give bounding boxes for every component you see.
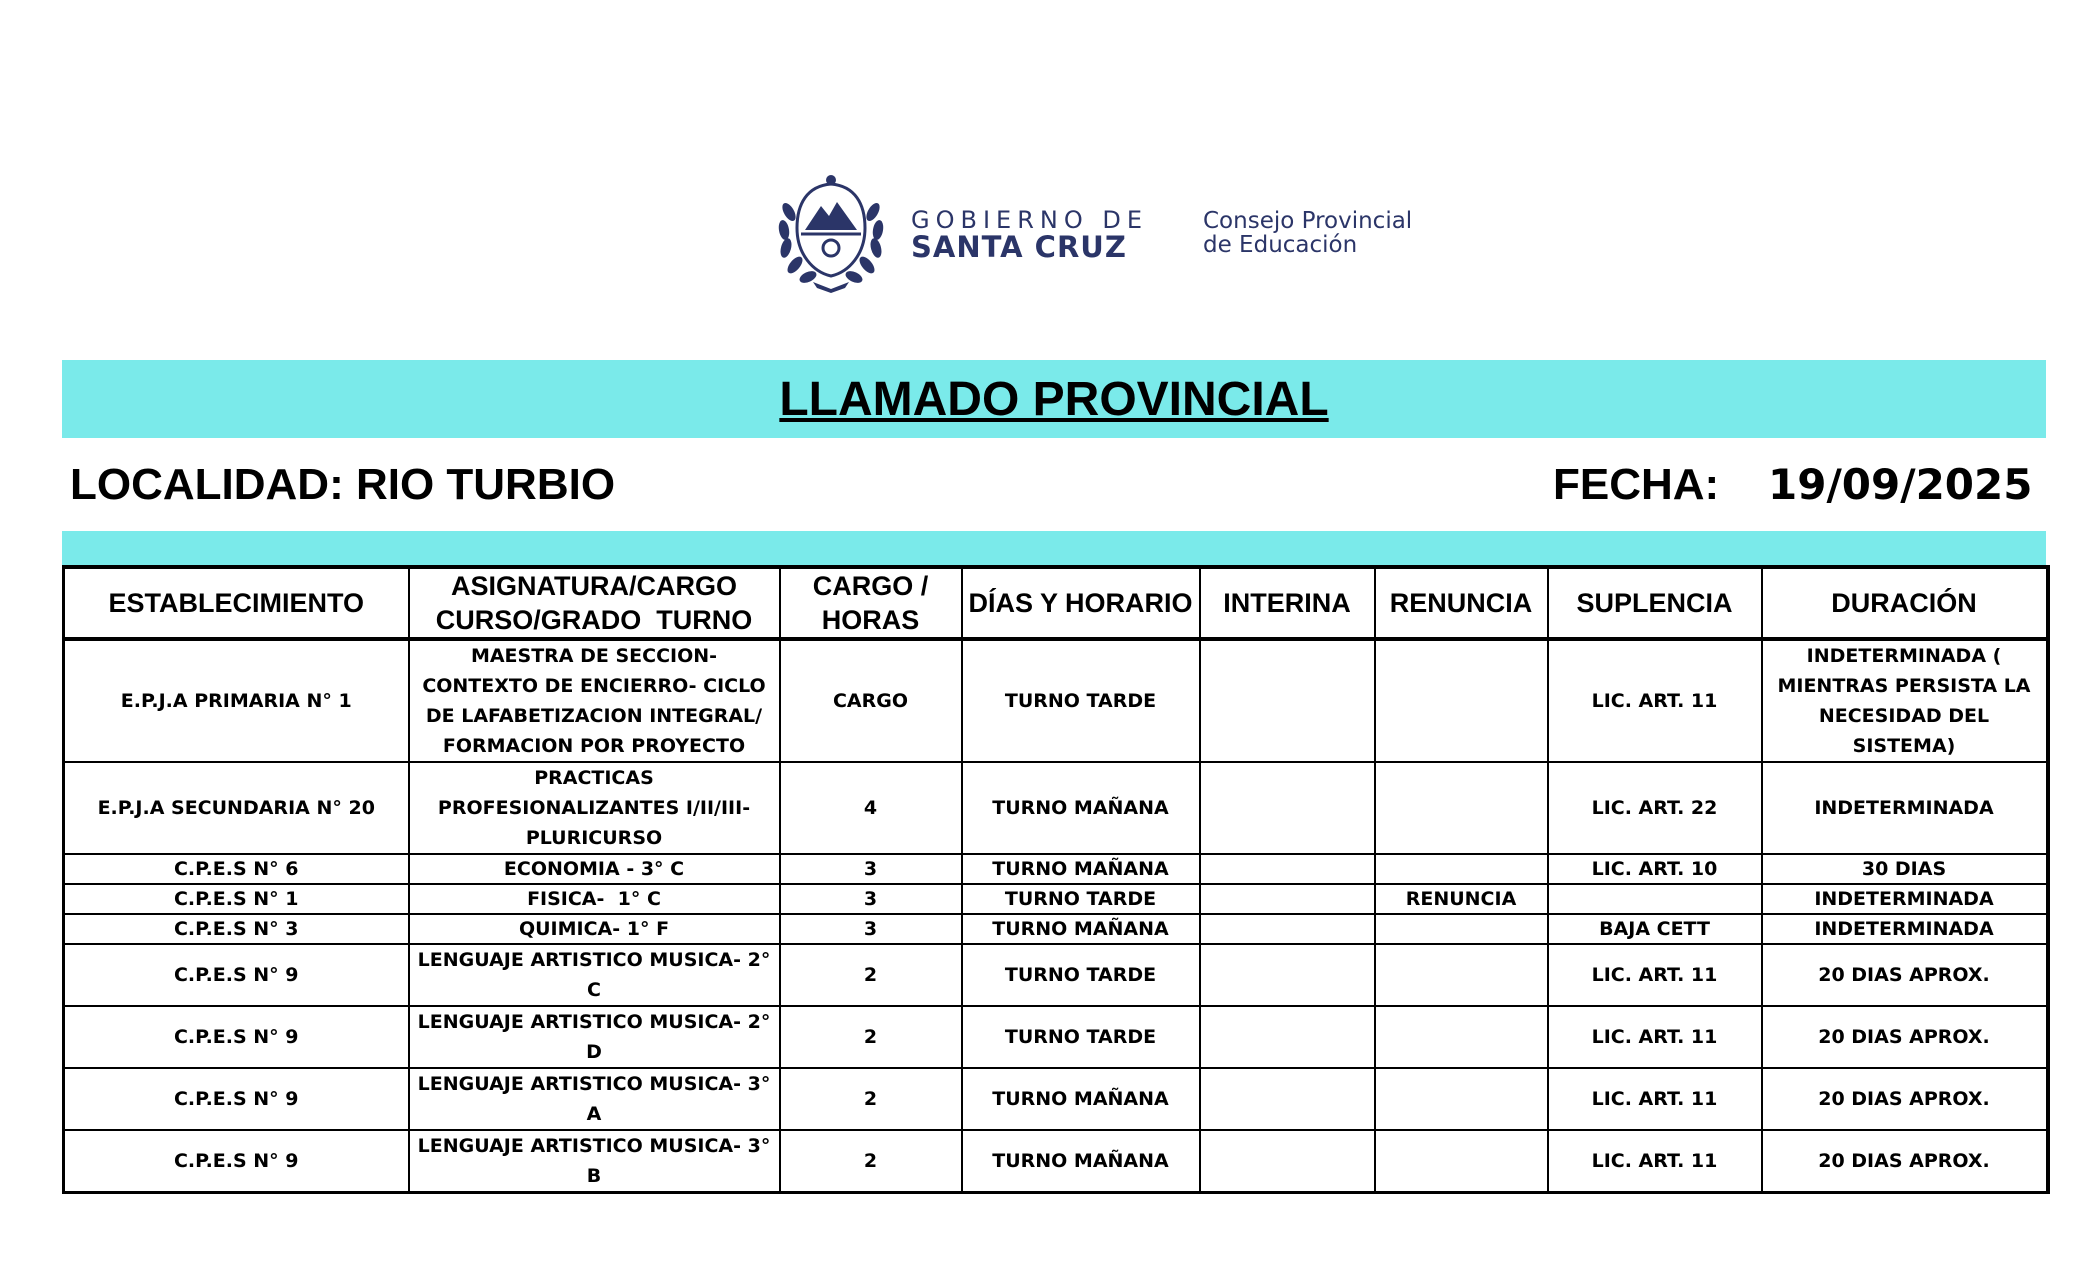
cell-establecimiento: E.P.J.A SECUNDARIA N° 20 xyxy=(64,762,409,854)
cell-interina xyxy=(1200,914,1375,944)
cell-cargo: 3 xyxy=(780,914,962,944)
cell-suplencia: LIC. ART. 11 xyxy=(1548,944,1762,1006)
col-header-cargo-line1: CARGO / xyxy=(812,571,929,601)
cell-interina xyxy=(1200,639,1375,762)
cell-interina xyxy=(1200,1006,1375,1068)
cell-duracion: 30 DIAS xyxy=(1762,854,2048,884)
cell-dias: TURNO MAÑANA xyxy=(962,1068,1200,1130)
cell-establecimiento: C.P.E.S N° 9 xyxy=(64,944,409,1006)
separator-band xyxy=(62,531,2046,565)
cell-renuncia xyxy=(1375,762,1548,854)
vacancies-table xyxy=(62,565,2050,1194)
cell-renuncia xyxy=(1375,1130,1548,1193)
col-header-establecimiento: ESTABLECIMIENTO xyxy=(64,567,409,639)
cell-establecimiento: C.P.E.S N° 9 xyxy=(64,1068,409,1130)
table-row xyxy=(64,1068,2048,1130)
col-header-asignatura-line1: ASIGNATURA/CARGO xyxy=(451,571,737,601)
cell-cargo: CARGO xyxy=(780,639,962,762)
cell-dias: TURNO TARDE xyxy=(962,639,1200,762)
cell-cargo: 4 xyxy=(780,762,962,854)
cell-duracion: 20 DIAS APROX. xyxy=(1762,1006,2048,1068)
col-header-cargo xyxy=(780,567,962,639)
cell-cargo: 2 xyxy=(780,944,962,1006)
cell-dias: TURNO MAÑANA xyxy=(962,914,1200,944)
cell-renuncia xyxy=(1375,944,1548,1006)
cell-suplencia: LIC. ART. 11 xyxy=(1548,1068,1762,1130)
table-row xyxy=(64,1130,2048,1193)
cell-cargo: 2 xyxy=(780,1130,962,1193)
cell-establecimiento: C.P.E.S N° 1 xyxy=(64,884,409,914)
cell-duracion: 20 DIAS APROX. xyxy=(1762,944,2048,1006)
col-header-suplencia: SUPLENCIA xyxy=(1548,567,1762,639)
cell-asignatura: LENGUAJE ARTISTICO MUSICA- 3° B xyxy=(409,1130,780,1193)
col-header-dias: DÍAS Y HORARIO xyxy=(962,567,1200,639)
cell-establecimiento: E.P.J.A PRIMARIA N° 1 xyxy=(64,639,409,762)
fecha-label: FECHA: xyxy=(1553,460,1720,509)
cell-suplencia: BAJA CETT xyxy=(1548,914,1762,944)
cell-suplencia: LIC. ART. 10 xyxy=(1548,854,1762,884)
cell-asignatura: FISICA- 1° C xyxy=(409,884,780,914)
cell-asignatura: LENGUAJE ARTISTICO MUSICA- 3° A xyxy=(409,1068,780,1130)
cell-suplencia: LIC. ART. 11 xyxy=(1548,1006,1762,1068)
council-name-line1: Consejo Provincial xyxy=(1203,208,1413,234)
table-row xyxy=(64,914,2048,944)
cell-duracion: INDETERMINADA xyxy=(1762,914,2048,944)
cell-renuncia xyxy=(1375,1006,1548,1068)
col-header-cargo-line2: HORAS xyxy=(821,605,920,635)
cell-cargo: 2 xyxy=(780,1068,962,1130)
cell-establecimiento: C.P.E.S N° 6 xyxy=(64,854,409,884)
cell-renuncia xyxy=(1375,1068,1548,1130)
cell-asignatura: ECONOMIA - 3° C xyxy=(409,854,780,884)
cell-dias: TURNO MAÑANA xyxy=(962,854,1200,884)
table-row xyxy=(64,639,2048,762)
page-title: LLAMADO PROVINCIAL xyxy=(779,373,1329,426)
header-logo xyxy=(775,172,1475,302)
cell-cargo: 3 xyxy=(780,884,962,914)
government-name-line1: GOBIERNO DE xyxy=(911,206,1148,234)
government-name-line2: SANTA CRUZ xyxy=(911,230,1127,264)
cell-dias: TURNO TARDE xyxy=(962,1006,1200,1068)
cell-interina xyxy=(1200,1130,1375,1193)
table-row xyxy=(64,762,2048,854)
table-row xyxy=(64,1006,2048,1068)
cell-interina xyxy=(1200,762,1375,854)
cell-suplencia: LIC. ART. 11 xyxy=(1548,1130,1762,1193)
cell-suplencia xyxy=(1548,884,1762,914)
cell-dias: TURNO MAÑANA xyxy=(962,762,1200,854)
cell-establecimiento: C.P.E.S N° 9 xyxy=(64,1130,409,1193)
cell-renuncia xyxy=(1375,854,1548,884)
col-header-asignatura-line2: CURSO/GRADO TURNO xyxy=(435,605,753,635)
table-header-row xyxy=(64,567,2048,639)
cell-interina xyxy=(1200,884,1375,914)
title-band xyxy=(62,360,2046,438)
cell-cargo: 3 xyxy=(780,854,962,884)
col-header-renuncia: RENUNCIA xyxy=(1375,567,1548,639)
cell-interina xyxy=(1200,854,1375,884)
cell-interina xyxy=(1200,1068,1375,1130)
table-row xyxy=(64,854,2048,884)
cell-interina xyxy=(1200,944,1375,1006)
council-name-line2: de Educación xyxy=(1203,232,1358,258)
localidad-label: LOCALIDAD: RIO TURBIO xyxy=(70,460,616,509)
cell-renuncia xyxy=(1375,914,1548,944)
cell-duracion: INDETERMINADA xyxy=(1762,762,2048,854)
cell-suplencia: LIC. ART. 22 xyxy=(1548,762,1762,854)
cell-cargo: 2 xyxy=(780,1006,962,1068)
cell-duracion: INDETERMINADA xyxy=(1762,884,2048,914)
cell-asignatura: LENGUAJE ARTISTICO MUSICA- 2° C xyxy=(409,944,780,1006)
cell-suplencia: LIC. ART. 11 xyxy=(1548,639,1762,762)
col-header-duracion: DURACIÓN xyxy=(1762,567,2048,639)
cell-duracion: 20 DIAS APROX. xyxy=(1762,1130,2048,1193)
col-header-interina: INTERINA xyxy=(1200,567,1375,639)
table-row xyxy=(64,884,2048,914)
cell-asignatura: MAESTRA DE SECCION- CONTEXTO DE ENCIERRO- CICLO DE LAFABETIZACION INTEGRAL/ FORMACION POR PROYECTO xyxy=(409,639,780,762)
col-header-asignatura xyxy=(409,567,780,639)
cell-dias: TURNO MAÑANA xyxy=(962,1130,1200,1193)
fecha-value: 19/09/2025 xyxy=(1768,460,2033,509)
cell-duracion: 20 DIAS APROX. xyxy=(1762,1068,2048,1130)
coat-of-arms-seal-icon xyxy=(775,172,887,294)
cell-dias: TURNO TARDE xyxy=(962,944,1200,1006)
cell-asignatura: PRACTICAS PROFESIONALIZANTES I/II/III- PLURICURSO xyxy=(409,762,780,854)
cell-renuncia: RENUNCIA xyxy=(1375,884,1548,914)
cell-asignatura: LENGUAJE ARTISTICO MUSICA- 2° D xyxy=(409,1006,780,1068)
cell-establecimiento: C.P.E.S N° 3 xyxy=(64,914,409,944)
cell-dias: TURNO TARDE xyxy=(962,884,1200,914)
table-row xyxy=(64,944,2048,1006)
cell-duracion: INDETERMINADA ( MIENTRAS PERSISTA LA NECESIDAD DEL SISTEMA) xyxy=(1762,639,2048,762)
cell-establecimiento: C.P.E.S N° 9 xyxy=(64,1006,409,1068)
cell-asignatura: QUIMICA- 1° F xyxy=(409,914,780,944)
cell-renuncia xyxy=(1375,639,1548,762)
